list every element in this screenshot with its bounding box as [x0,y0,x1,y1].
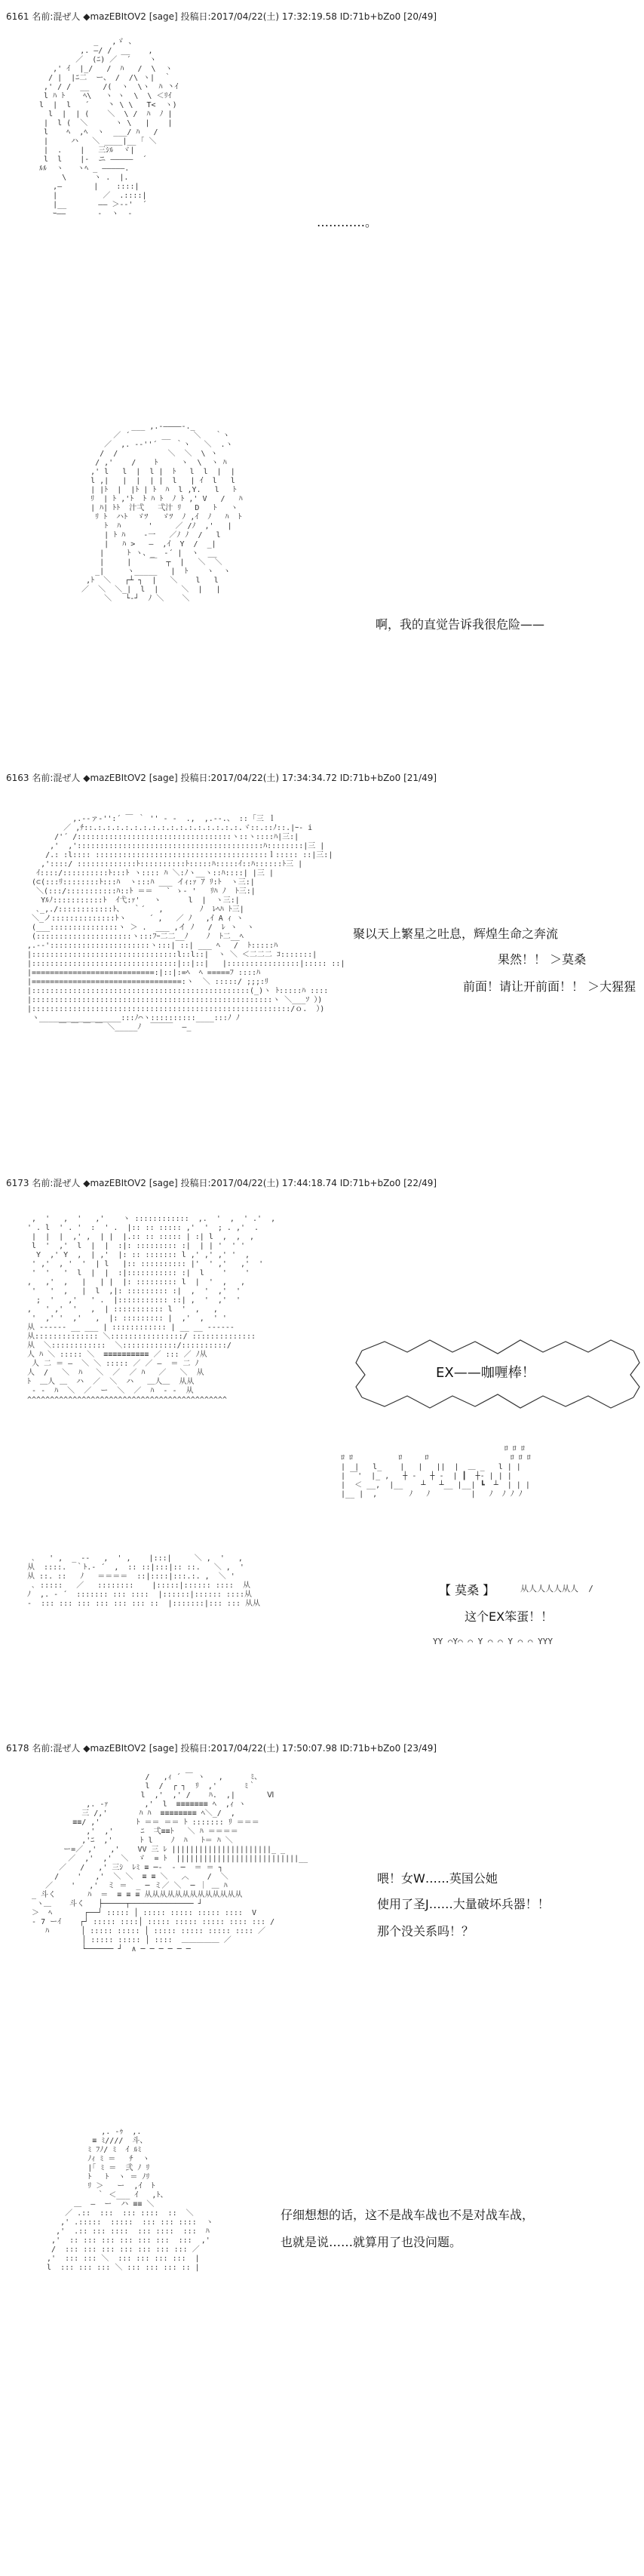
dialogue-excalibur: EX——咖喱棒！ [436,1365,535,1381]
ascii-art-burst-bottom: YY ⌒Y⌒ ⌒ Y ⌒ ⌒ Y ⌒ ⌒ YYY [433,1637,553,1646]
dialogue-gorilla: 前面！请让开前面！！ ＞大猩猩 [463,979,636,994]
ascii-art-tank-scene: / ,ｨ ´ ￣ ヽ , ﾐ、 l / ┌ ┐ ﾘ ,' ﾐ｀ l ,' ,' / ﾊ. ,| Ⅵ ,. -ｧ ,' l ≡≡≡≡≡≡≡ ﾍ ,ｨ ヽ 三 /,' ﾊ ﾊ ≡≡≡≡≡≡≡≡ ﾍ＼_/ , ≡≡/ ,' ﾄ ＝＝ ＝＝ ﾄ ::::::: ﾘ ＝＝＝ ,' ,' ﾆ 弌≡≡ﾄ ＼ ﾊ ＝＝＝＝ ,'ﾆ ,' ﾄ l ﾉ ﾊ ﾄ＝ ﾊ ＼ ー=／ ,' ,' VV 三 ﾚ ||||||||||||||||||||||_ _ ／ ,' ,' ＼ ゞ = ﾄ |||||||||||||||||||||||||||__ ／ / ,' 三ｼ ﾚﾐ ≡ ─‐ ‐ ─ ＝ ＝ ┐ / ' ,' ＼ ＼ ≡ ≡ ＼ ︿ / ＼ ／ ' ,' ミ ＝ _ ─ ミ／ ＼ ─ ｜ ＿ ﾊ _ 斗く ﾊ ＝ ≡ ≡ ≡ 从从从从从从从从从从从从从 ヽ＿ 斗く ├─────┬────────────── ┘ ＞ ﾍ ┌──┘ ::::: │ ::::: ::::: ::::: :::: V - 7 ーｲ ┌┘ ::::: ::::│ ::::: ::::: ::::: :::: ::: / ﾊ │ ::::: ::::: │ ::::: ::::: ::::: :::: ／ │ ::::: ::::: │ :::: ＿＿＿＿＿ ／ └────── ┘ ∧ ─ ─ ─ ─ ─ ─ [32,1773,308,1954]
post-header: 6161 名前:混ぜ人 ◆mazEBItOV2 [sage] 投稿日:2017/04/22(土) 17:32:19.58 ID:71b+bZo0 [20/49] [6,11,437,22]
dialogue-think: 仔细想想的话，这不是战车战也不是对战车战， [281,2208,535,2222]
dialogue-danger: 啊，我的直觉告诉我很危险—— [376,617,545,632]
dialogue-incantation: 聚以天上繁星之吐息，辉煌生命之奔流 [353,927,559,941]
dialogue-mordred: 果然！！ ＞莫桑 [498,952,587,967]
dialogue-weapon: 使用了圣J……大量破坏兵器！！ [377,1897,550,1911]
dialogue-ex-idiot: 这个EX笨蛋！！ [465,1609,554,1624]
ascii-art-sfx: ﾛ ﾛ ﾛ ﾛ ﾛ ﾛ ﾛ ﾛ ﾛ ﾛ | | l_ | | || | ＿ _ l | | | ￣' |_ , ┼ ‐ ┼ ‐ | ┃ ┼‐ | | | | ＜ __, |__ ┴ ┴__ |__| ┗ ┴ | | | |__ | , ﾉ ﾉ | ﾉ ﾉ ﾉ ﾉ [341,1445,531,1499]
ascii-art-figure: _ ,ゞ 、 ,. ―/ / __ , ／ (ﾆ) ／ ´ ヽ ,' ｲ |_/ / ﾊ / \ ヽ / | |ﾆ二 ー、 / /\ ヽ| ｀ ,' / / __ /( ヽ \ヽ ﾊ 丶ｲ l ﾊ ﾄ ﾍ\ ヽ ヽ \ \ ＜ﾘｲ l | l ´ 丶 \ \ T< ヽ) l | | ( ＼ \ / ﾊ ﾉ | | l ( ＼ ヽ \ | | l ﾍ ,ﾍ ヽ ___/ ﾊ / | ハ ＼ ____|__ ｢ ＼ | . | 三ｼﾙ ヾ| l l |- ニ ――――― ´ ﾙﾙ ヽ ヽﾍ _ ―――――. \ ヽ . |. ,― | ::::| | ／ .::::| |__ ―― ＞--' ´ ｰ―― - ヽ ‐ [39,38,179,218]
dialogue-mordred-tag: 【 莫桑 】 [439,1583,495,1597]
ascii-art-thinking-figure: ,. -ｩ ,. ≡ ﾐ//// 斗、 ﾐ ﾌﾉ/ ﾐ ｲ ﾙﾐ ﾉｨ ﾐ ＝ ﾁ ヽ |｢ ﾐ ＝ 弐 ﾉ ﾘ ﾄ ﾄ ヽ ＝ ﾉﾘ ﾘ ＞ ー ,ｲ ﾄ ｀ ＜___ ｲ ,ﾄ、 ＿ ― ー ハ ≡≡ ＼ ／ .:: ::: ::: :::: :: ＼ ,' .::::: ::::: ::: ::: :::: ヽ ,' .:: ::: :::: ::: :::: ::: ﾊ ,' :: ::: ::: ::: ::: ::: ::: ,' / ::: ::: ::: ::: ::: ::: ::: ／ ,' ::: ::: ＼ ::: ::: ::: ::: | l ::: ::: ::: ＼ ::: ::: ::: :: | [47,2128,213,2272]
dialogue-ellipsis: …………。 [317,215,378,229]
ascii-art-scene: ,.-‐ァ-'':´ ￣ ｀ '' ‐ - ., ,.-‐.、 :: ｢三 ｌ ／ ,ﾁ::.:.:.:.:.:.:.:.:.:.:.:.:.:.:.:.:.ヾ::.::ﾉ::.|ｰ‐ i /'´ /::::::::::::::::::::::::::::::::::ヽ::ヽ::::ﾊ|三:| ,' ,':::::::::::::::::::::::::::::::::::::::::ﾊ::::::::|三 | /.: :l:::: ::::::::::::::::::::::::::::::::::::::ｌ::::: ::|三:| ,'::::/ :::::::::::::ﾄ::::::::::ﾄ:::::ﾊ:::::ｲ::ﾊ::::::ﾄ三 | ｲ::::/::::::::::ﾄ:::ﾄ ヽ:::: ﾊ ＼:ﾉヽ__ヽ::ﾊ::::| |三 | (⊂(:::ﾘ::::::::ﾄ:::ﾊ ヽ:::ﾊ ___ イｨ:ｧ ｱ ﾘ:ﾄ ヽ三:| ＼(:::/:::::::::::ﾊ::ﾄ ＝＝ ` ゝ- ' ﾘﾊ ﾉ ﾄ三:| Yﾙﾉ:::::::::::ﾄ ｲ弋:ｧ' ヽ l | ヽ三:| ､_,./::::::::::::ﾄ、 ｀´ , ﾉ ﾚﾍﾊ ﾄ三| ＼_ノ::::::::::::::ﾄヽ ´ , ／ ﾉ ,ｲ A ｨ ヽ (___:::::::::::::::ヽ ＞ . ___ ,イ ﾉ / ﾚ ヽ ヽ (:::::::::::::::::::::ヽ:::ﾌｰ二二__ﾉ ﾉ ﾄ二__ﾍ ,.-‐'::::::::::::::::::::::ヽ:::| ::| ___ ﾍ / ﾄ:::::ﾊ |::::::::::::::::::::::::::::::::l::l::| ヽ ＼ ＜二二二 ｺ:::::::| |::::::::::::::::::::::::::::::::|::|::| |::::::::::::::::|::::: ::| |===========================:|::|:=ﾍ ﾍ =====ﾌ ::::ﾊ |=================================:ヽ ＼ :::::/ ;;;:ﾘ |::::::::::::::::::::::::::::::::::::::::::::::::(_)ヽ ﾄ:::::ﾊ :::: |:::::::::::::::::::::::::::::::::::::::::::::::::::::ヽ ＼___ｿ ）) |:::::::::::::::::::::::::::::::::::::::::::::::::::::::::/ｏ. ）) ヽ__________________:::ﾉ⌒ヽ::::::::::____:::ﾉ ﾉ ￣ ￣ ￣ ￣ ＼_____ﾉ ￣￣￣ ―_ [27,815,345,1031]
dialogue-question: 那个没关系吗！？ [377,1924,474,1938]
ascii-art-beam-scene: , ' , ' ,' ヽ :::::::::::: ,. ' , ' .' , ' . l ' . ' : ' . |:: :: ::::: ,' ' ; . ,' . | | | ,' , | | |.:: :: ::::: | :| l , , , l ' ,' l | | :|: ::::::::: :| | | ' ' ' Y ,' Y , | ,' |: :: ::::::: l ,' ,' ,' ' , ' ,' , ' ' | l |:: :::::::::: |' ' ,' ,' ' ' ' ' l | | :|::::::::::: :| l ' ' , ,' , | | | |: ::::::::: l | ' , , ' ' , | l ,|: ::::::::: :| , ' ,' ' ; ' ,' ' . |::::::::::: ::| , ' ,' ' , ' ,' ' , | ::::::::::: l ' , , ' ,' ' ,' , |: ::::::::: | ,' , ' ' 从 ------ __ ___ | :::::::::::: | __ __ ------ 从:::::::::::::: ＼::::::::::::::::/ :::::::::::::: 从 ＼:::::::::::: ＼::::::::::::/::::::::::/ 人 ﾊ ＼ ::::: ＼ ≡≡≡≡≡≡≡≡≡≡ ／ ::: ／ ﾉ从 人 二 ＝ ― ＼ ＼ ::::: ／ ／ ― ＝ 二 ﾉ 人 / ＼ ﾊ ＼ ／ ／ ﾊ ／ ＼ 从 ﾄ ＿人 ＿ ハ ／ ＼ ハ ＿人＿ 从从 - - ﾊ ＼ ／ ー ＼ ／ ﾊ - - 从 ^^^^^^^^^^^^^^^^^^^^^^^^^^^^^^^^^^^^^^^^^^^^ [27,1215,276,1404]
post-header: 6163 名前:混ぜ人 ◆mazEBItOV2 [sage] 投稿日:2017/04/22(土) 17:34:34.72 ID:71b+bZo0 [21/49] [6,773,437,783]
dialogue-hey: 喂！女W……英国公她 [377,1871,498,1886]
ascii-art-bottom: ､ ' , _ -‐ , ' , |:::| ＼ , ' , 从 ::::. ｀ﾄ.‐ ´ , :: ::|:::|:: ::. ＼ , ' 从 ::. :: ﾉ ＝＝＝＝ ::|::::|:::.:. , ＼ ' ､ ::::: ／ :::::::: |:::::|:::::: :::: 从 ﾉ ,. - ´ ::::::: ::: :::: |::::::|:::::: ::::从 ‐ ::: ::: ::: ::: ::: ::: :: |:::::::|::: ::: 从从 [27,1554,261,1608]
post-header: 6173 名前:混ぜ人 ◆mazEBItOV2 [sage] 投稿日:2017/04/22(土) 17:44:18.74 ID:71b+bZo0 [22/49] [6,1178,437,1188]
dialogue-no-problem: 也就是说……就算用了也没问题。 [281,2235,462,2249]
post-header: 6178 名前:混ぜ人 ◆mazEBItOV2 [sage] 投稿日:2017/04/22(土) 17:50:07.98 ID:71b+bZo0 [23/49] [6,1743,437,1754]
ascii-art-figure: ___ ,.-――――-._ ／ ´ __ ＼ ｀ヽ ／ ,. -‐''´ ｀ヽ ＼ .ヽ / / ＼ ＼ \ ヽ / ,' / ﾄ ヽ \ ヽ ﾊ ,' l l | l | ﾄ l l | | l ,| | | | | l | ｲ l l | |ﾄ | |ﾄ | ﾄ ﾊ l ,Y. l ﾄ ﾘ | ﾄ ,'ﾄ ﾄ ﾊ ﾄ ﾉ ﾄ ,' V / ﾊ | ﾊ| ﾄﾄ 汁弌 弌汁 ﾘ D ﾄ ヽ ﾘ ﾄ ハﾄ ゞﾂ ゞﾂ ﾉ ,ｲ ﾉ ﾊ ﾄ ﾄ ﾊ ' ／ /ﾉ ,' | | ﾄ ﾊ -一 ／ﾉ ﾉ / l | ﾊ > ― ,ｲ Y / _| | ﾄ ヽ、_ ‐´ | ヽ __ | | ￣ ┬ | ＼ ＼ _| ヽ_____ | ﾄ ヽ ヽ ,ﾄ ＼ ┌┴ ┐ | ＼ l l ／ ＼ ＼_| l | ＼ | | ＼ └‐┘ ﾉ ＼ ＼ [81,423,243,603]
ascii-art-burst-top: 从人人人人从人 / [520,1584,593,1594]
